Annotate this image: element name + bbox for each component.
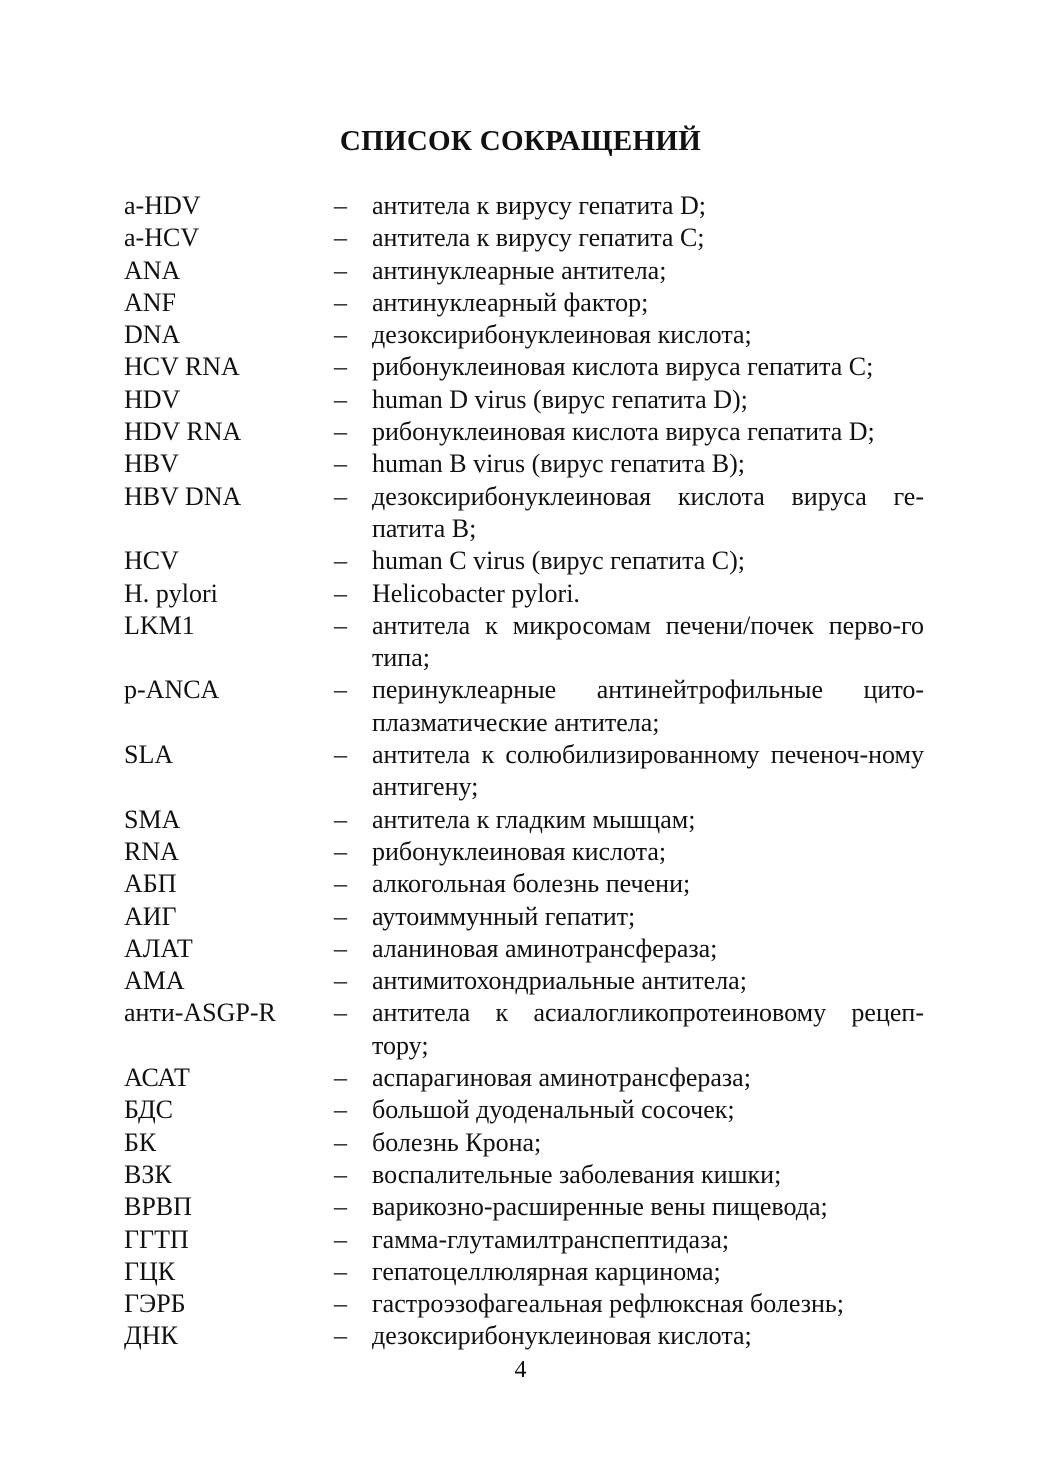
abbreviation-entry — [124, 545, 924, 577]
abbreviation-entry — [124, 1094, 924, 1126]
abbreviation-definition: варикозно-расширенные вены пищевода; — [372, 1192, 828, 1222]
abbreviation-entry — [124, 190, 924, 222]
abbreviation-term: АМА — [124, 966, 185, 996]
abbreviation-entry — [124, 1320, 924, 1352]
abbreviation-term: БК — [124, 1127, 157, 1157]
abbreviation-term: АИГ — [124, 901, 177, 931]
abbreviation-term: ГЦК — [124, 1256, 176, 1286]
abbreviation-entry — [124, 448, 924, 480]
abbreviation-term: ГЭРБ — [124, 1289, 186, 1319]
abbreviation-list — [124, 190, 924, 1353]
abbreviation-entry — [124, 739, 924, 804]
abbreviation-definition: аланиновая аминотрансфераза; — [372, 933, 718, 963]
abbreviation-definition: антинуклеарный фактор; — [372, 287, 649, 317]
dash-separator: – — [334, 191, 347, 220]
abbreviation-entry — [124, 578, 924, 610]
dash-separator: – — [334, 287, 347, 317]
abbreviation-definition: болезнь Крона; — [372, 1127, 542, 1157]
abbreviation-entry — [124, 1127, 924, 1159]
abbreviation-definition: дезоксирибонуклеиновая кислота; — [372, 1321, 752, 1351]
abbreviation-definition: Helicobacter pylori. — [372, 578, 580, 608]
abbreviation-entry — [124, 868, 924, 900]
abbreviation-entry — [124, 1256, 924, 1288]
dash-separator: – — [334, 1063, 347, 1093]
abbreviation-term: АСАТ — [124, 1063, 190, 1093]
abbreviation-entry — [124, 933, 924, 965]
abbreviation-term: H. pylori — [124, 578, 218, 608]
abbreviation-term: a-HDV — [124, 191, 201, 220]
dash-separator: – — [334, 1289, 347, 1319]
dash-separator: – — [334, 255, 347, 285]
dash-separator: – — [334, 481, 347, 511]
dash-separator: – — [334, 1321, 347, 1351]
dash-separator: – — [334, 836, 347, 866]
abbreviation-definition: гепатоцеллюлярная карцинома; — [372, 1256, 721, 1286]
abbreviation-definition: human C virus (вирус гепатита C); — [372, 546, 746, 576]
dash-separator: – — [334, 1095, 347, 1125]
abbreviation-definition: большой дуоденальный сосочек; — [372, 1095, 735, 1125]
abbreviation-term: АБП — [124, 869, 177, 899]
abbreviation-definition: рибонуклеиновая кислота; — [372, 836, 667, 866]
dash-separator: – — [334, 223, 347, 253]
abbreviation-definition: аутоиммунный гепатит; — [372, 901, 636, 931]
abbreviation-definition: аспарагиновая аминотрансфераза; — [372, 1063, 751, 1093]
abbreviation-term: p-ANCA — [124, 675, 220, 705]
abbreviation-term: DNA — [124, 320, 181, 350]
abbreviation-entry — [124, 1191, 924, 1223]
page-title: СПИСОК СОКРАЩЕНИЙ — [339, 125, 702, 157]
abbreviation-entry — [124, 1288, 924, 1320]
abbreviation-term: АЛАТ — [124, 933, 193, 963]
abbreviation-entry — [124, 610, 924, 675]
dash-separator: – — [334, 352, 347, 382]
abbreviation-definition: дезоксирибонуклеиновая кислота; — [372, 320, 752, 350]
abbreviation-entry — [124, 384, 924, 416]
abbreviation-definition: гамма-глутамилтранспептидаза; — [372, 1224, 730, 1254]
abbreviation-term: ВЗК — [124, 1159, 172, 1189]
dash-separator: – — [334, 384, 347, 414]
abbreviation-term: SLA — [124, 740, 174, 770]
abbreviation-definition: рибонуклеиновая кислота вируса гепатита D; — [372, 417, 875, 447]
abbreviation-entry — [124, 1062, 924, 1094]
abbreviation-entry — [124, 319, 924, 351]
abbreviation-entry — [124, 255, 924, 287]
abbreviation-entry — [124, 997, 924, 1062]
abbreviation-entry — [124, 804, 924, 836]
abbreviation-entry — [124, 416, 924, 448]
abbreviation-term: HCV RNA — [124, 352, 240, 382]
dash-separator: – — [334, 417, 347, 447]
abbreviation-term: ANA — [124, 255, 181, 285]
abbreviation-entry — [124, 674, 924, 739]
abbreviation-entry — [124, 901, 924, 933]
dash-separator: – — [334, 901, 347, 931]
abbreviation-entry — [124, 222, 924, 254]
abbreviation-definition: перинуклеарные антинейтрофильные цито-плазматические антитела; — [372, 675, 924, 737]
dash-separator: – — [334, 1256, 347, 1286]
dash-separator: – — [334, 1192, 347, 1222]
dash-separator: – — [334, 933, 347, 963]
abbreviation-definition: антимитохондриальные антитела; — [372, 966, 747, 996]
abbreviation-definition: гастроэзофагеальная рефлюксная болезнь; — [372, 1289, 844, 1319]
abbreviation-term: БДС — [124, 1095, 174, 1125]
abbreviation-term: HBV DNA — [124, 481, 242, 511]
abbreviation-term: a-HCV — [124, 223, 200, 253]
abbreviation-entry — [124, 351, 924, 383]
dash-separator: – — [334, 610, 347, 640]
dash-separator: – — [334, 869, 347, 899]
dash-separator: – — [334, 578, 347, 608]
abbreviation-term: HDV RNA — [124, 417, 242, 447]
abbreviation-entry — [124, 287, 924, 319]
dash-separator: – — [334, 998, 347, 1028]
abbreviation-term: HBV — [124, 449, 179, 479]
dash-separator: – — [334, 966, 347, 996]
abbreviation-definition: воспалительные заболевания кишки; — [372, 1159, 782, 1189]
abbreviation-definition: антитела к вирусу гепатита C; — [372, 223, 705, 253]
abbreviation-term: ДНК — [124, 1321, 178, 1351]
abbreviation-definition: алкогольная болезнь печени; — [372, 869, 691, 899]
dash-separator: – — [334, 1127, 347, 1157]
abbreviation-definition: рибонуклеиновая кислота вируса гепатита C; — [372, 352, 874, 382]
dash-separator: – — [334, 449, 347, 479]
abbreviation-definition: антитела к гладким мышцам; — [372, 804, 696, 834]
abbreviation-entry — [124, 965, 924, 997]
abbreviation-definition: антитела к солюбилизированному печеноч-ному антигену; — [372, 740, 924, 802]
dash-separator: – — [334, 1224, 347, 1254]
abbreviation-entry — [124, 1224, 924, 1256]
abbreviation-term: LKM1 — [124, 610, 195, 640]
abbreviation-definition: human B virus (вирус гепатита B); — [372, 449, 746, 479]
abbreviation-definition: антитела к микросомам печени/почек перво-го типа; — [372, 610, 924, 673]
abbreviation-definition: дезоксирибонуклеиновая кислота вируса ге-патита B; — [372, 481, 924, 543]
abbreviation-definition: human D virus (вирус гепатита D); — [372, 384, 748, 414]
dash-separator: – — [334, 320, 347, 350]
abbreviation-entry — [124, 836, 924, 868]
abbreviation-definition: антитела к асиалогликопротеиновому рецеп-тору; — [372, 998, 924, 1060]
dash-separator: – — [334, 546, 347, 576]
abbreviation-term: HDV — [124, 384, 181, 414]
abbreviation-term: ANF — [124, 287, 177, 317]
abbreviation-term: SMA — [124, 804, 181, 834]
abbreviation-definition: антинуклеарные антитела; — [372, 255, 667, 285]
page-number: 4 — [514, 1357, 527, 1383]
abbreviation-term: RNA — [124, 836, 179, 866]
abbreviation-term: HCV — [124, 546, 179, 576]
abbreviation-definition: антитела к вирусу гепатита D; — [372, 191, 706, 220]
abbreviation-entry — [124, 481, 924, 546]
dash-separator: – — [334, 804, 347, 834]
dash-separator: – — [334, 675, 347, 705]
dash-separator: – — [334, 1159, 347, 1189]
abbreviation-term: анти-ASGP-R — [124, 998, 276, 1028]
abbreviation-entry — [124, 1159, 924, 1191]
abbreviation-term: ГГТП — [124, 1224, 189, 1254]
dash-separator: – — [334, 740, 347, 770]
abbreviation-term: ВРВП — [124, 1192, 192, 1222]
